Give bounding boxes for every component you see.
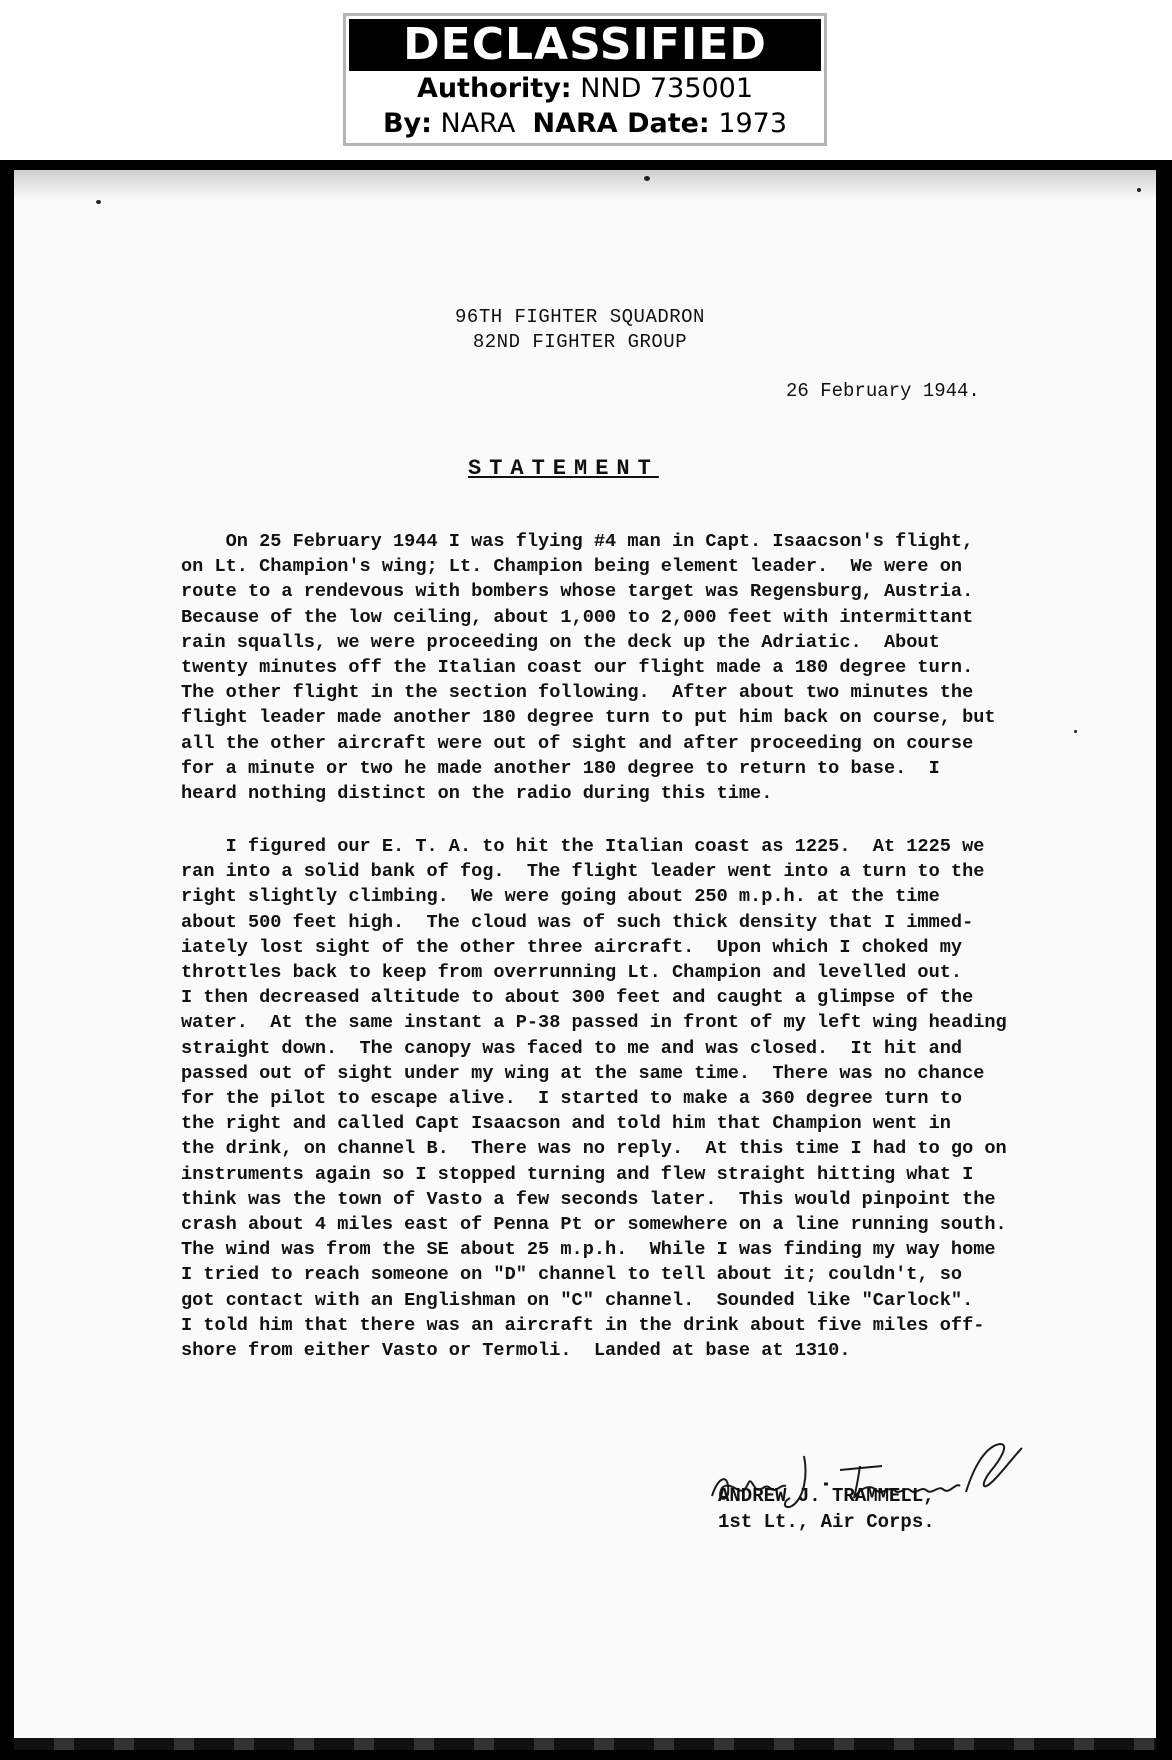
text-line: crash about 4 miles east of Penna Pt or somewhere on a line running south. <box>181 1214 1007 1236</box>
text-line: ran into a solid bank of fog. The flight leader went into a turn to the <box>181 861 985 883</box>
text-line: I tried to reach someone on "D" channel to tell about it; couldn't, so <box>181 1264 963 1286</box>
text-line: passed out of sight under my wing at the same time. There was no chance <box>181 1062 985 1084</box>
stamp-authority-label: Authority: <box>416 73 572 104</box>
stamp-title: DECLASSIFIED <box>349 19 821 71</box>
document-date: 26 February 1944. <box>786 380 980 402</box>
stamp-by-line <box>346 106 824 141</box>
text-line: straight down. The canopy was faced to me and was closed. It hit and <box>181 1037 963 1059</box>
text-line: On 25 February 1944 I was flying #4 man in Capt. Isaacson's flight, <box>181 531 974 552</box>
text-line: the drink, on channel B. There was no reply. At this time I had to go on <box>181 1138 1007 1160</box>
speck <box>644 176 650 181</box>
squadron-heading: 96TH FIGHTER SQUADRON <box>455 306 705 328</box>
stamp-authority-value: NND 735001 <box>580 73 754 104</box>
declassified-stamp <box>343 13 827 146</box>
text-line: all the other aircraft were out of sight and after proceeding on course <box>181 732 974 754</box>
text-line: for the pilot to escape alive. I started to make a 360 degree turn to <box>181 1088 963 1110</box>
text-line: flight leader made another 180 degree turn to put him back on course, but <box>181 707 996 729</box>
stamp-date-label: NARA Date: <box>532 108 710 139</box>
text-line: right slightly climbing. We were going about 250 m.p.h. at the time <box>181 886 940 908</box>
text-line: on Lt. Champion's wing; Lt. Champion being element leader. We were on <box>181 556 963 578</box>
speck <box>96 200 101 204</box>
text-line: think was the town of Vasto a few seconds later. This would pinpoint the <box>181 1188 996 1210</box>
signatory-rank: 1st Lt., Air Corps. <box>718 1511 935 1533</box>
text-line: rain squalls, we were proceeding on the deck up the Adriatic. About <box>181 631 940 653</box>
text-line: I then decreased altitude to about 300 feet and caught a glimpse of the <box>181 987 974 1009</box>
text-line: the right and called Capt Isaacson and told him that Champion went in <box>181 1113 951 1135</box>
text-line: water. At the same instant a P-38 passed in front of my left wing heading <box>181 1012 1007 1034</box>
text-line: twenty minutes off the Italian coast our flight made a 180 degree turn. <box>181 657 974 679</box>
text-line: Because of the low ceiling, about 1,000 to 2,000 feet with intermittant <box>181 606 974 628</box>
paragraph-1 <box>181 529 1081 806</box>
text-line: got contact with an Englishman on "C" channel. Sounded like "Carlock". <box>181 1289 974 1311</box>
scan-edge <box>14 1738 1156 1750</box>
speck <box>1137 188 1141 192</box>
text-line: shore from either Vasto or Termoli. Landed at base at 1310. <box>181 1340 851 1362</box>
text-line: instruments again so I stopped turning and flew straight hitting what I <box>181 1163 974 1185</box>
text-line: I figured our E. T. A. to hit the Italian coast as 1225. At 1225 we <box>181 836 985 857</box>
group-heading: 82ND FIGHTER GROUP <box>472 331 688 353</box>
stamp-date-value: 1973 <box>718 108 788 139</box>
statement-title: STATEMENT <box>468 456 659 481</box>
text-line: The wind was from the SE about 25 m.p.h. While I was finding my way home <box>181 1239 996 1261</box>
text-line: route to a rendevous with bombers whose target was Regensburg, Austria. <box>181 581 974 603</box>
text-line: throttles back to keep from overrunning Lt. Champion and levelled out. <box>181 962 963 984</box>
text-line: heard nothing distinct on the radio during this time. <box>181 783 773 805</box>
signatory-name: ANDREW J. TRAMMELL, <box>718 1485 935 1507</box>
stamp-by-label: By: <box>382 108 432 139</box>
text-line: for a minute or two he made another 180 degree to return to base. I <box>181 757 940 779</box>
text-line: about 500 feet high. The cloud was of such thick density that I immed- <box>181 911 974 933</box>
text-line: iately lost sight of the other three aircraft. Upon which I choked my <box>181 936 963 958</box>
paragraph-2 <box>181 834 1081 1363</box>
stamp-authority-line <box>346 71 824 106</box>
text-line: The other flight in the section following. After about two minutes the <box>181 682 974 704</box>
text-line: I told him that there was an aircraft in the drink about five miles off- <box>181 1314 985 1336</box>
stamp-by-value: NARA <box>440 108 516 139</box>
